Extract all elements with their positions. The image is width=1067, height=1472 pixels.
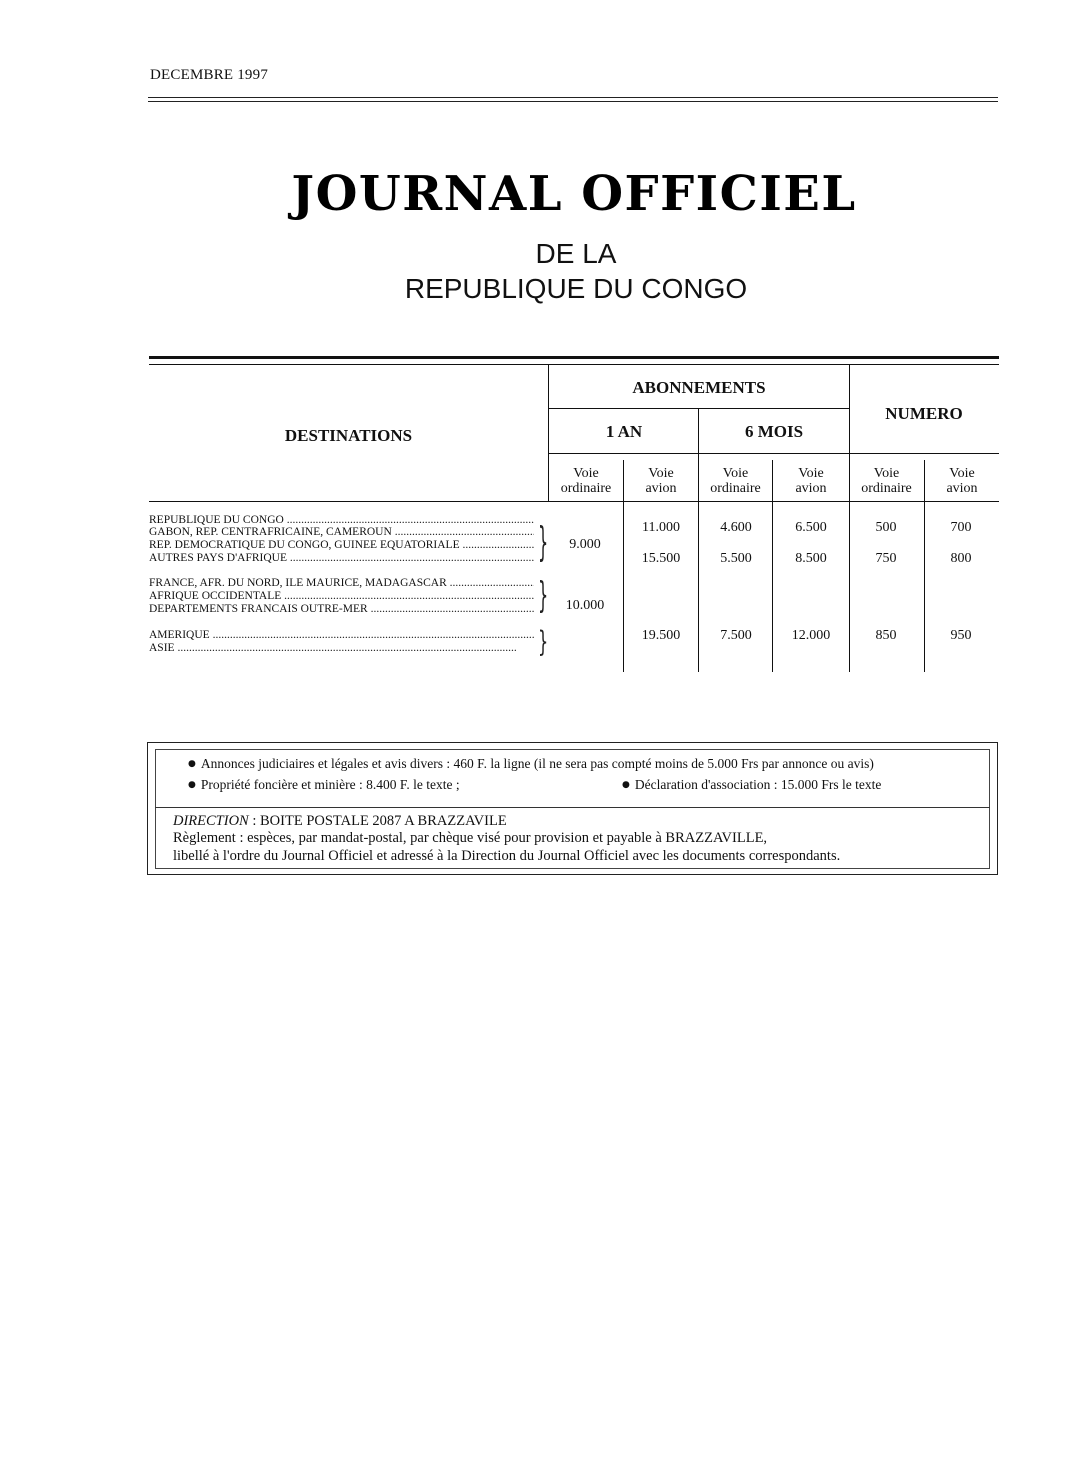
price-g1b-6mois-ordinaire: 5.500 (720, 551, 752, 566)
table-rule-top (149, 356, 999, 359)
subheader-1an-ordinaire: Voie ordinaire (560, 466, 612, 496)
destination-item: AFRIQUE OCCIDENTALE ..... (149, 590, 534, 602)
price-g3-numero-avion: 950 (950, 628, 972, 643)
numero-underline (849, 453, 999, 454)
subheader-numero-ordinaire: Voie ordinaire (861, 466, 912, 496)
price-g1a-numero-ordinaire: 500 (875, 520, 897, 535)
group1-brace: } (538, 518, 549, 566)
bullet-icon: ● (188, 780, 196, 790)
subheader-numero-avion: Voie avion (946, 466, 978, 496)
price-g1a-1an-avion: 11.000 (642, 520, 680, 535)
destination-item: DEPARTEMENTS FRANCAIS OUTRE-MER ..... (149, 603, 534, 615)
destination-item: AMERIQUE ..... (149, 629, 534, 641)
price-g1a-6mois-ordinaire: 4.600 (720, 520, 752, 535)
direction-value: : BOITE POSTALE 2087 A BRAZZAVILE (252, 813, 507, 829)
issue-date: DECEMBRE 1997 (150, 67, 269, 83)
destination-item: ASIE ..... (149, 642, 534, 654)
col-header-6mois: 6 MOIS (744, 422, 804, 441)
reglement-line-1: Règlement : espèces, par mandat-postal, par chèque visé pour provision et payable à BRAZZAVILLE, (173, 830, 768, 846)
abonnements-underline (549, 408, 849, 409)
reglement-line-2: libellé à l'ordre du Journal Officiel et adressé à la Direction du Journal Officiel avec les documents correspondants. (173, 848, 841, 864)
group3-brace: } (538, 624, 549, 659)
price-g1b-numero-avion: 800 (950, 551, 972, 566)
price-g2-1an-ordinaire: 10.000 (565, 598, 605, 613)
price-g1b-1an-avion: 15.500 (641, 551, 681, 566)
header-rule-top (148, 97, 998, 98)
info-box-separator (155, 807, 990, 808)
propriete-line: ● Propriété foncière et minière : 8.400 F. le texte ; (188, 777, 460, 792)
bullet-icon: ● (188, 759, 196, 769)
price-g1b-numero-ordinaire: 750 (875, 551, 897, 566)
price-g1-1an-ordinaire: 9.000 (569, 537, 601, 552)
group2-brace: } (538, 574, 549, 616)
header-bottom-rule (149, 501, 999, 502)
price-g3-numero-ordinaire: 850 (875, 628, 897, 643)
journal-subtitle-line2: REPUBLIQUE DU CONGO (404, 273, 748, 304)
price-g1b-6mois-avion: 8.500 (795, 551, 827, 566)
subheader-1an-avion: Voie avion (645, 466, 677, 496)
bullet-icon: ● (622, 780, 630, 790)
destination-item: REPUBLIQUE DU CONGO ..... (149, 514, 534, 526)
direction-label: DIRECTION (173, 813, 249, 829)
col-header-destinations: DESTINATIONS (284, 426, 413, 445)
header-rule-bottom (148, 101, 998, 102)
subheader-6mois-avion: Voie avion (795, 466, 827, 496)
journal-subtitle-line1: DE LA (535, 238, 617, 269)
direction-line (173, 813, 507, 830)
col-header-1an: 1 AN (605, 422, 643, 441)
destination-item: GABON, REP. CENTRAFRICAINE, CAMEROUN ..... (149, 526, 534, 538)
declaration-line: ● Déclaration d'association : 15.000 Frs le texte (622, 777, 882, 792)
price-g3-6mois-ordinaire: 7.500 (720, 628, 752, 643)
destination-item: REP. DEMOCRATIQUE DU CONGO, GUINEE EQUATORIALE ..... (149, 539, 534, 551)
journal-title: JOURNAL OFFICIEL (291, 166, 857, 222)
table-rule-top-thin (149, 364, 999, 365)
destination-item: FRANCE, AFR. DU NORD, ILE MAURICE, MADAGASCAR ..... (149, 577, 534, 589)
annonces-line: ● Annonces judiciaires et légales et avis divers : 460 F. la ligne (il ne sera pas compté moins de 5.000 Frs par annonce ou avis) (188, 756, 874, 771)
period-underline (549, 453, 849, 454)
subheader-6mois-ordinaire: Voie ordinaire (710, 466, 761, 496)
destination-item: AUTRES PAYS D'AFRIQUE ..... (149, 552, 534, 564)
col-header-abonnements: ABONNEMENTS (632, 378, 766, 397)
price-g1a-6mois-avion: 6.500 (795, 520, 827, 535)
price-g1a-numero-avion: 700 (950, 520, 972, 535)
col-header-numero: NUMERO (885, 404, 963, 423)
price-g3-1an-avion: 19.500 (641, 628, 681, 643)
price-g3-6mois-avion: 12.000 (791, 628, 831, 643)
